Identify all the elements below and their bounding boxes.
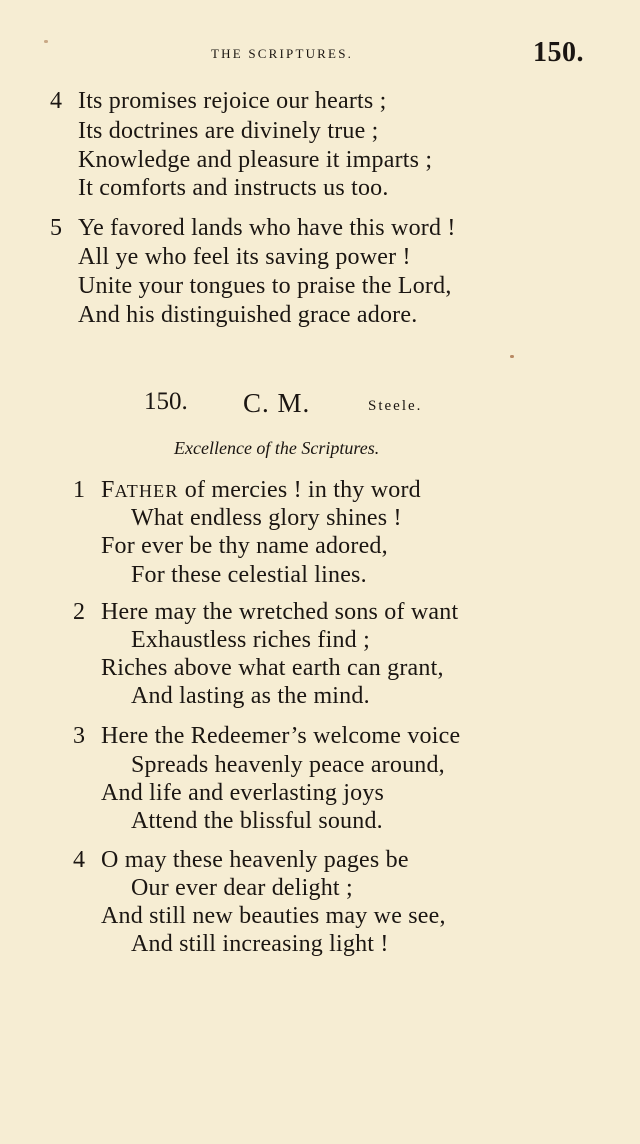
verse-line xyxy=(101,477,421,504)
verse-line: Its doctrines are divinely true ; xyxy=(78,118,379,144)
verse-line: Attend the blissful sound. xyxy=(131,808,383,834)
verse-line: Unite your tongues to praise the Lord, xyxy=(78,273,452,299)
verse-line: And his distinguished grace adore. xyxy=(78,302,418,328)
verse-line: Its promises rejoice our hearts ; xyxy=(78,88,387,114)
verse-line: O may these heavenly pages be xyxy=(101,847,409,873)
verse-line: And lasting as the mind. xyxy=(131,683,370,709)
stanza-number: 4 xyxy=(73,847,85,873)
running-head: THE SCRIPTURES. xyxy=(211,46,354,61)
verse-line: Spreads heavenly peace around, xyxy=(131,752,445,778)
verse-line: For these celestial lines. xyxy=(131,562,367,588)
verse-line: And life and everlasting joys xyxy=(101,780,385,806)
verse-line: Our ever dear delight ; xyxy=(131,875,353,901)
stanza-number: 2 xyxy=(73,599,85,625)
verse-line: Knowledge and pleasure it imparts ; xyxy=(78,147,433,173)
verse-line: For ever be thy name adored, xyxy=(101,533,388,559)
verse-line: And still new beauties may we see, xyxy=(101,903,446,929)
verse-line: Here may the wretched sons of want xyxy=(101,599,459,625)
verse-line: It comforts and instructs us too. xyxy=(78,175,389,201)
stanza-number: 4 xyxy=(50,88,62,114)
stanza-number: 1 xyxy=(73,477,85,503)
verse-line: Ye favored lands who have this word ! xyxy=(78,215,456,241)
verse-line: Exhaustless riches find ; xyxy=(131,627,370,653)
hymn-title: Excellence of the Scriptures. xyxy=(174,438,380,458)
hymn-author: Steele. xyxy=(368,398,423,414)
stanza-number: 3 xyxy=(73,723,85,749)
paper-speck xyxy=(510,355,514,358)
drop-cap-first-letter: F xyxy=(101,477,115,503)
verse-line: What endless glory shines ! xyxy=(131,505,402,531)
paper-speck xyxy=(44,40,48,43)
hymn-number: 150. xyxy=(144,388,188,415)
verse-line: And still increasing light ! xyxy=(131,931,389,957)
verse-line: Riches above what earth can grant, xyxy=(101,655,444,681)
verse-line: All ye who feel its saving power ! xyxy=(78,244,411,270)
verse-line-text: of mercies ! in thy word xyxy=(178,477,421,503)
small-caps-first-word: ATHER xyxy=(114,481,179,501)
verse-line: Here the Redeemer’s welcome voice xyxy=(101,723,461,749)
hymn-meter: C. M. xyxy=(243,388,311,418)
stanza-number: 5 xyxy=(50,215,62,241)
page-number: 150. xyxy=(533,37,584,68)
